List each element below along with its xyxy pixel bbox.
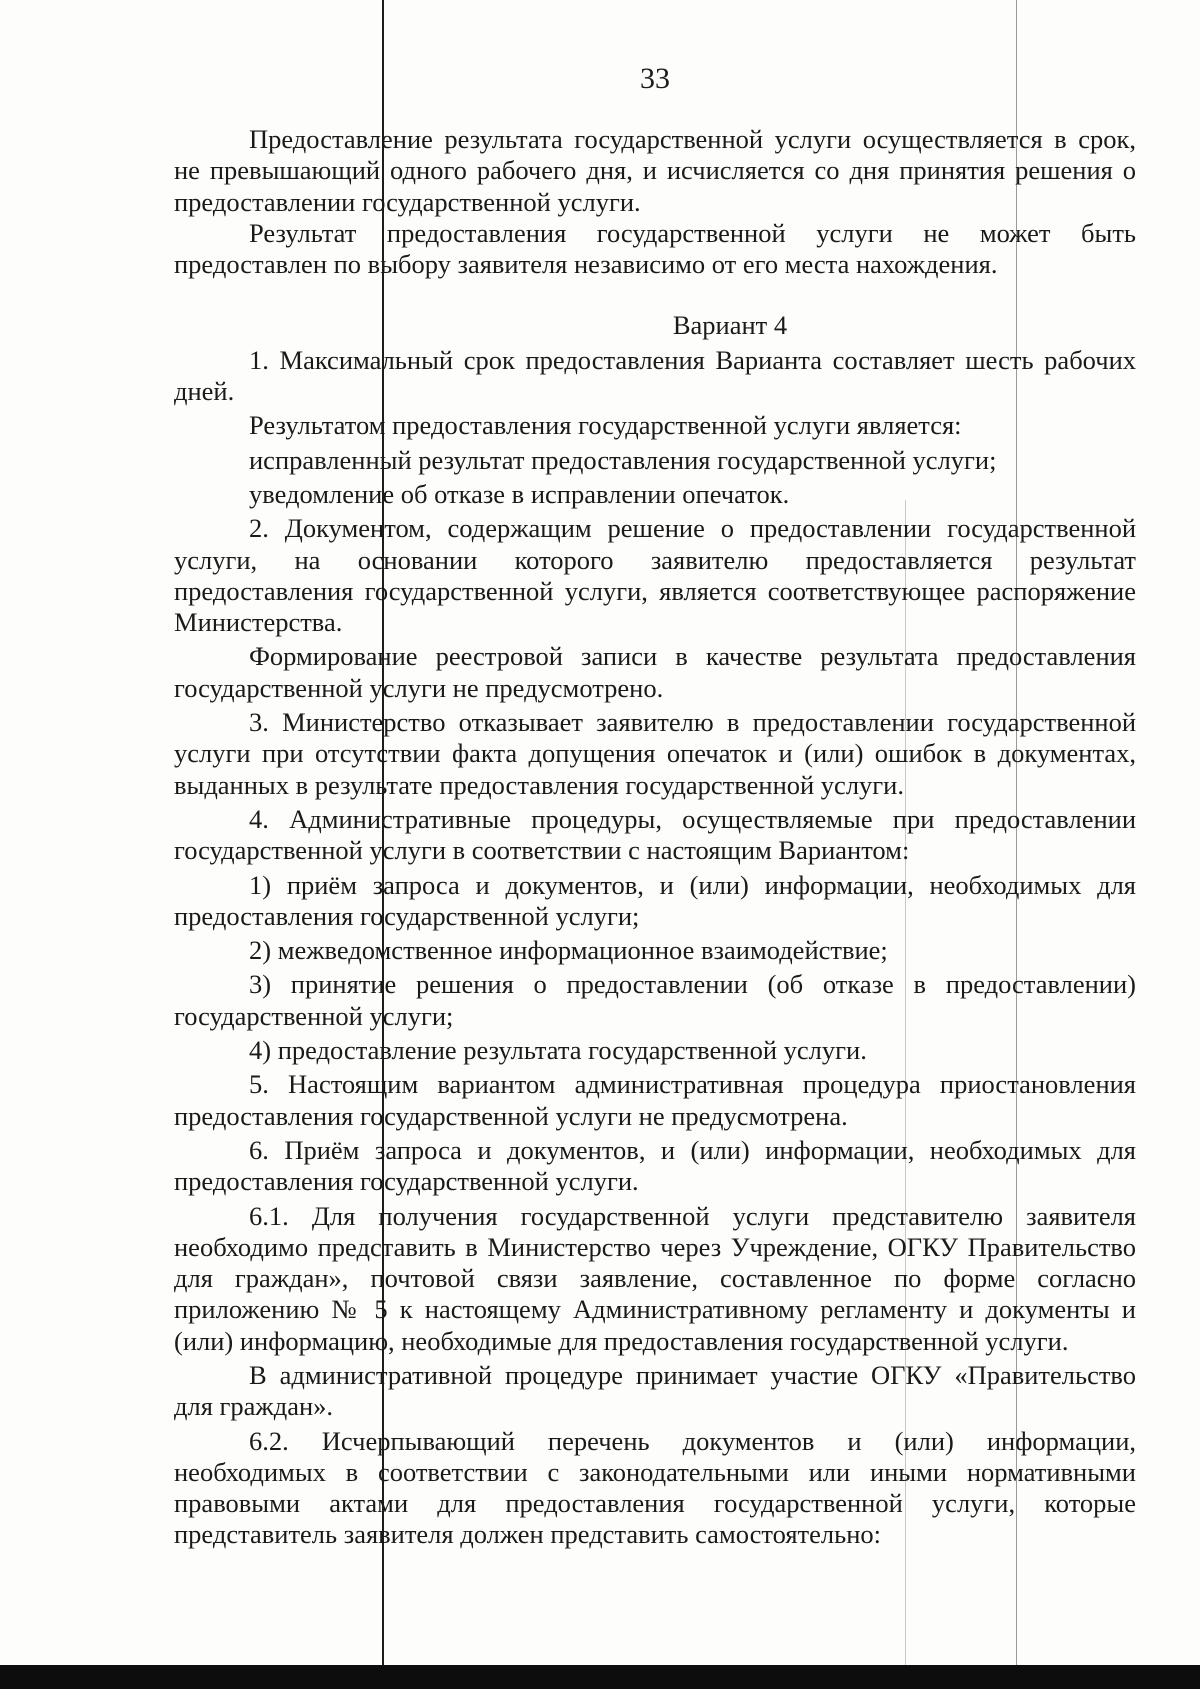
document-body xyxy=(174,124,1136,1551)
paragraph: 6.1. Для получения государственной услуги представителю заявителя необходимо представить в Министерство через Учреждение, ОГКУ Правительство для граждан», почтовой связи заявление, составленное по форме согласно приложению № 5 к настоящему Административному регламенту и документы и (или) информацию, необходимые для предоставления государственной услуги. xyxy=(174,1200,1136,1356)
list-item: 3) принятие решения о предоставлении (об отказе в предоставлении) государственной услуги; xyxy=(174,969,1136,1031)
paragraph: 1. Максимальный срок предоставления Варианта составляет шесть рабочих дней. xyxy=(174,344,1136,407)
scan-edge-bar xyxy=(0,1665,1200,1689)
list-item: 2) межведомственное информационное взаимодействие; xyxy=(249,935,888,966)
list-item: 1) приём запроса и документов, и (или) информации, необходимых для предоставления государственной услуги; xyxy=(174,869,1136,931)
paragraph: уведомление об отказе в исправлении опечаток. xyxy=(249,478,790,509)
paragraph: Формирование реестровой записи в качестве результата предоставления государственной услуги не предусмотрено. xyxy=(174,641,1136,703)
paragraph: исправленный результат предоставления государственной услуги; xyxy=(249,444,997,475)
paragraph: 3. Министерство отказывает заявителю в предоставлении государственной услуги при отсутствии факта допущения опечаток и (или) ошибок в документах, выданных в результате предоставления государственной услуги. xyxy=(174,707,1136,800)
paragraph: 4. Административные процедуры, осуществляемые при предоставлении государственной услуги в соответствии с настоящим Вариантом: xyxy=(174,803,1136,866)
paragraph: Результат предоставления государственной услуги не может быть предоставлен по выбору заявителя независимо от его места нахождения. xyxy=(174,217,1136,280)
list-item: 4) предоставление результата государственной услуги. xyxy=(249,1035,867,1066)
section-heading: Вариант 4 xyxy=(672,310,788,341)
paragraph: 2. Документом, содержащим решение о предоставлении государственной услуги, на основании которого заявителю предоставляется результат предоставления государственной услуги, является соответствующее распоряжение Министерства. xyxy=(174,513,1136,638)
paragraph: Предоставление результата государственной услуги осуществляется в срок, не превышающий одного рабочего дня, и исчисляется со дня принятия решения о предоставлении государственной услуги. xyxy=(174,124,1136,217)
paragraph: Результатом предоставления государственной услуги является: xyxy=(249,410,962,441)
paragraph: 6.2. Исчерпывающий перечень документов и (или) информации, необходимых в соответствии с законодательными или иными нормативными правовыми актами для предоставления государственной услуги, которые представитель заявителя должен представить самостоятельно: xyxy=(174,1425,1136,1550)
page-number: 33 xyxy=(640,62,670,95)
paragraph: 6. Приём запроса и документов, и (или) информации, необходимых для предоставления государственной услуги. xyxy=(174,1134,1136,1197)
paragraph: В административной процедуре принимает участие ОГКУ «Правительство для граждан». xyxy=(174,1359,1136,1422)
paragraph: 5. Настоящим вариантом административная процедура приостановления предоставления государственной услуги не предусмотрена. xyxy=(174,1069,1136,1131)
